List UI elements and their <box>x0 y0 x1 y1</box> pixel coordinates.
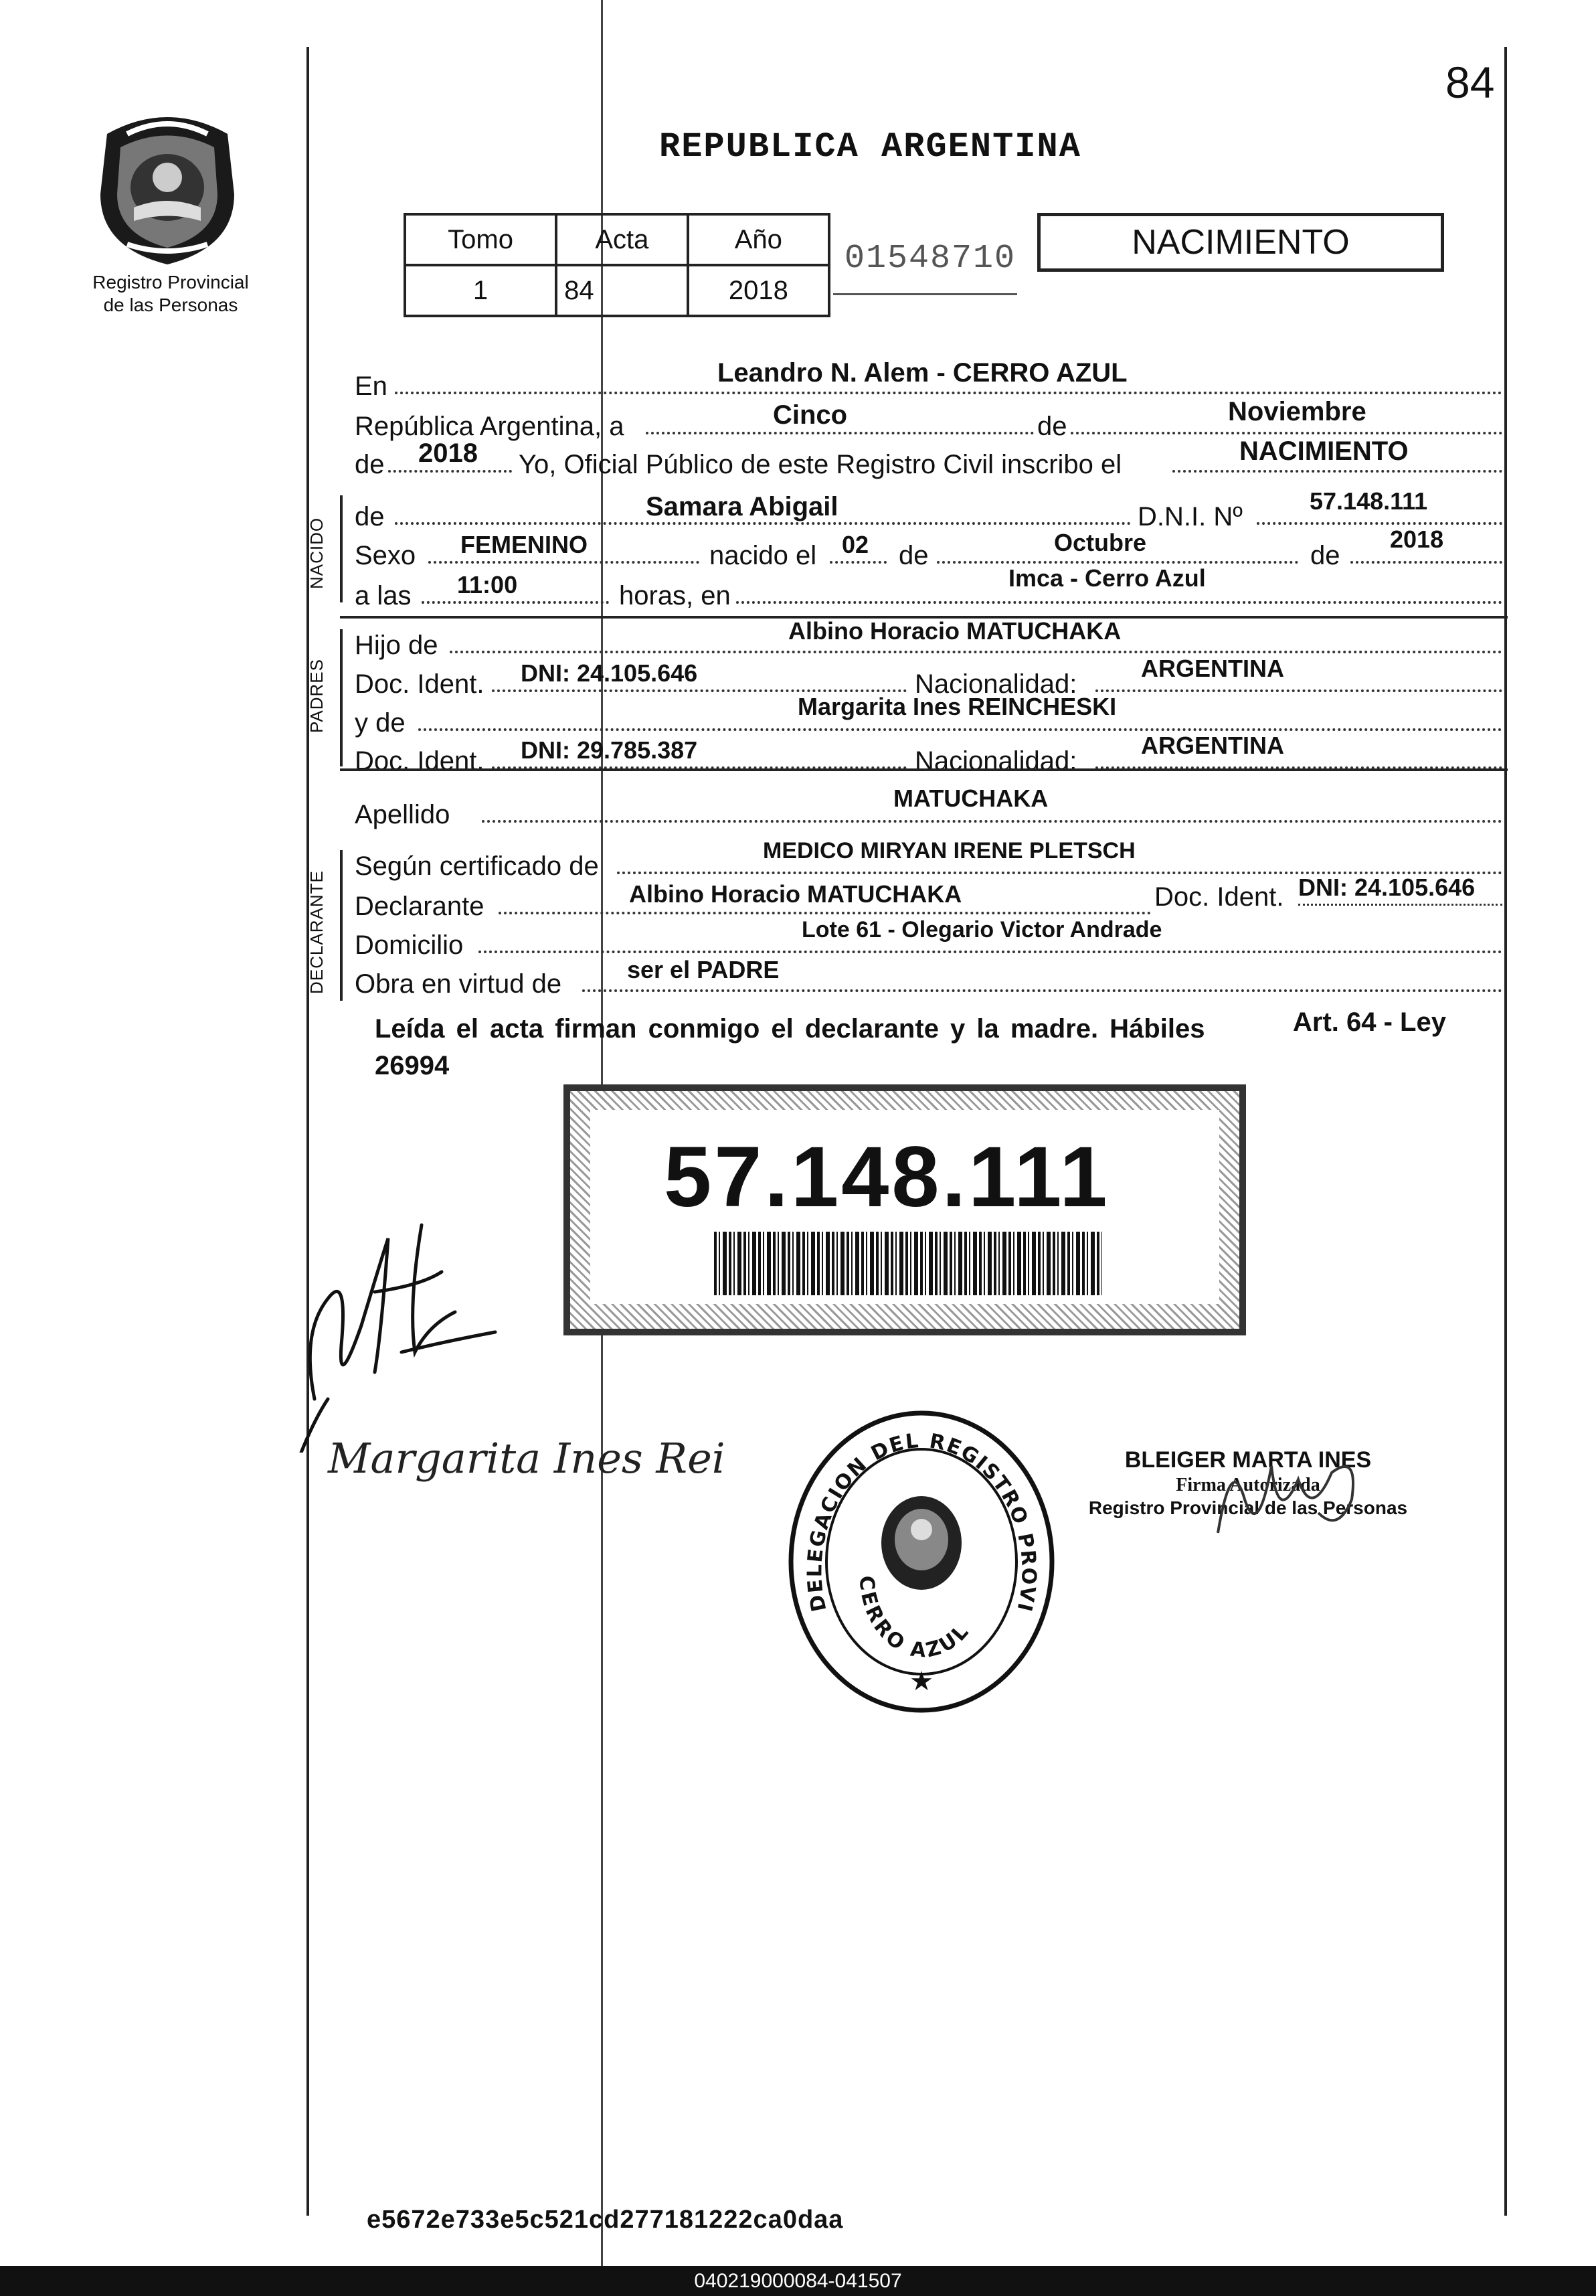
birth-place-dots <box>736 601 1502 604</box>
closing-text-line1: Leída el acta firman conmigo el declarante y la madre. Hábiles <box>375 1014 1205 1044</box>
domicilio-value: Lote 61 - Olegario Victor Andrade <box>802 917 1162 942</box>
nacido-section-label: NACIDO <box>306 517 327 589</box>
nacido-month: Octubre <box>1054 529 1147 556</box>
seal-emblem-icon <box>881 1496 962 1590</box>
padres-section-label: PADRES <box>306 659 327 733</box>
year-dots <box>388 470 512 473</box>
a-las-label: a las <box>355 581 412 610</box>
obra-label: Obra en virtud de <box>355 969 562 999</box>
mother-signature-text: Margarita Ines Rei <box>328 1434 725 1483</box>
seal-inner-text: CERRO AZUL <box>854 1574 975 1663</box>
star-icon: ★ <box>909 1667 934 1696</box>
serial-underline <box>833 293 1017 295</box>
official-stamp-name: BLEIGER MARTA INES <box>1124 1447 1372 1473</box>
seal-outer-text: DELEGACION DEL REGISTRO PROVI <box>803 1428 1041 1615</box>
dni-label: D.N.I. Nº <box>1138 502 1243 531</box>
declarante-doc-underline <box>1298 904 1502 906</box>
official-stamp-org: Registro Provincial de las Personas <box>1088 1497 1408 1518</box>
serial-number: 01548710 <box>845 240 1016 278</box>
month-dots <box>1071 432 1502 434</box>
dni-dots <box>1257 522 1502 525</box>
apellido-value: MATUCHAKA <box>893 785 1049 812</box>
obra-value: ser el PADRE <box>627 956 780 983</box>
page-number: 84 <box>1445 58 1495 107</box>
en-label: En <box>355 372 387 401</box>
right-margin-rule <box>1504 47 1507 2216</box>
mother-nationality: ARGENTINA <box>1141 732 1284 759</box>
table-value-acta: 84 <box>556 265 688 316</box>
country-title: REPUBLICA ARGENTINA <box>659 127 1081 167</box>
apellido-dots <box>482 820 1502 823</box>
nacido-name: Samara Abigail <box>646 492 838 521</box>
nacido-year-dots <box>1350 561 1502 564</box>
father-dots <box>450 651 1502 653</box>
domicilio-dots <box>478 951 1502 953</box>
padres-bracket <box>340 629 343 766</box>
intro-year: 2018 <box>418 438 478 468</box>
registry-caption-line2: de las Personas <box>103 295 238 315</box>
horas-label: horas, en <box>619 581 731 610</box>
registry-caption-line1: Registro Provincial <box>92 272 249 293</box>
intro-act-word: NACIMIENTO <box>1239 436 1409 466</box>
intro-de-label: de <box>1037 412 1067 441</box>
nacido-el-label: nacido el <box>709 541 817 570</box>
father-name: Albino Horacio MATUCHAKA <box>788 617 1122 645</box>
nacido-month-de-label: de <box>899 541 929 570</box>
dni-barcode-number: 57.148.111 <box>664 1129 1110 1225</box>
nacido-day: 02 <box>842 531 869 558</box>
intro-de-label2: de <box>355 450 385 479</box>
official-seal <box>786 1409 1057 1717</box>
father-nac-label: Nacionalidad: <box>915 669 1077 699</box>
nacido-dni: 57.148.111 <box>1310 487 1428 515</box>
sexo-dots <box>428 561 699 564</box>
father-doc: DNI: 24.105.646 <box>521 659 698 687</box>
nacido-sexo: FEMENINO <box>460 531 588 558</box>
left-margin-rule <box>306 47 309 2216</box>
republica-dots <box>646 432 1034 434</box>
oficial-text: Yo, Oficial Público de este Registro Civil inscribo el <box>519 450 1122 479</box>
table-header-acta: Acta <box>556 214 688 265</box>
table-value-tomo: 1 <box>405 265 556 316</box>
sexo-label: Sexo <box>355 541 416 570</box>
apellido-label: Apellido <box>355 800 450 829</box>
act-type-box <box>1037 213 1444 272</box>
nacido-month-dots <box>937 561 1298 564</box>
signature-scribble-icon <box>288 1198 522 1453</box>
act-table <box>404 213 830 317</box>
mother-doc-label: Doc. Ident. <box>355 746 484 776</box>
certificado-label: Según certificado de <box>355 851 599 881</box>
declarante-doc: DNI: 24.105.646 <box>1298 874 1476 901</box>
declarante-bracket <box>340 850 343 1001</box>
registry-logo <box>80 107 254 268</box>
footer-code: 040219000084-041507 <box>694 2270 902 2292</box>
act-word-dots <box>1172 470 1502 473</box>
official-signature <box>1205 1439 1379 1546</box>
table-header-tomo: Tomo <box>405 214 556 265</box>
mother-name: Margarita Ines REINCHESKI <box>798 693 1117 720</box>
table-header-anio: Año <box>688 214 829 265</box>
intro-day-word: Cinco <box>773 400 848 430</box>
closing-ref: Art. 64 - Ley <box>1293 1007 1446 1037</box>
dni-barcode-label <box>563 1084 1246 1335</box>
padres-separator <box>340 768 1508 771</box>
time-dots <box>422 601 609 604</box>
republica-label: República Argentina, a <box>355 412 624 441</box>
declarante-section-label: DECLARANTE <box>306 870 327 994</box>
domicilio-label: Domicilio <box>355 930 464 960</box>
father-doc-dots <box>492 689 907 692</box>
nacido-bracket <box>340 495 343 602</box>
father-doc-label: Doc. Ident. <box>355 669 484 699</box>
obra-dots <box>582 989 1502 992</box>
nacido-time: 11:00 <box>457 571 518 598</box>
mother-signature-graphic <box>325 1419 726 1499</box>
declarante-dots <box>499 912 1151 914</box>
official-stamp-role: Firma Autorizada <box>1176 1475 1320 1495</box>
intro-month: Noviembre <box>1228 397 1366 426</box>
misiones-emblem-icon <box>80 107 254 268</box>
father-nac-dots <box>1095 689 1502 692</box>
declarante-name: Albino Horacio MATUCHAKA <box>629 880 962 908</box>
father-signature <box>288 1198 522 1453</box>
certificado-value: MEDICO MIRYAN IRENE PLETSCH <box>763 838 1136 864</box>
nacido-place: Imca - Cerro Azul <box>1008 564 1206 592</box>
declarante-doc-label: Doc. Ident. <box>1154 882 1284 912</box>
mother-dots <box>418 728 1502 731</box>
intro-place: Leandro N. Alem - CERRO AZUL <box>717 358 1128 388</box>
mother-nac-label: Nacionalidad: <box>915 746 1077 776</box>
official-signature-scribble-icon <box>1205 1439 1379 1546</box>
mother-signature <box>325 1419 726 1499</box>
nacido-de-label: de <box>355 502 385 531</box>
nacido-year-de-label: de <box>1310 541 1340 570</box>
registry-caption <box>74 271 268 317</box>
table-value-anio: 2018 <box>688 265 829 316</box>
hijo-label: Hijo de <box>355 631 438 660</box>
hash-code: e5672e733e5c521cd277181222ca0daa <box>367 2206 844 2234</box>
en-dots <box>395 392 1502 394</box>
barcode-icon <box>714 1232 1102 1295</box>
y-de-label: y de <box>355 708 406 738</box>
footer-bar <box>0 2266 1596 2296</box>
father-nationality: ARGENTINA <box>1141 655 1284 682</box>
nacido-year: 2018 <box>1390 525 1444 553</box>
mother-doc: DNI: 29.785.387 <box>521 736 698 764</box>
closing-text-line2: 26994 <box>375 1051 450 1080</box>
day-dots <box>830 561 887 564</box>
act-type: NACIMIENTO <box>1132 223 1350 262</box>
declarante-label: Declarante <box>355 892 484 921</box>
name-dots <box>395 522 1131 525</box>
